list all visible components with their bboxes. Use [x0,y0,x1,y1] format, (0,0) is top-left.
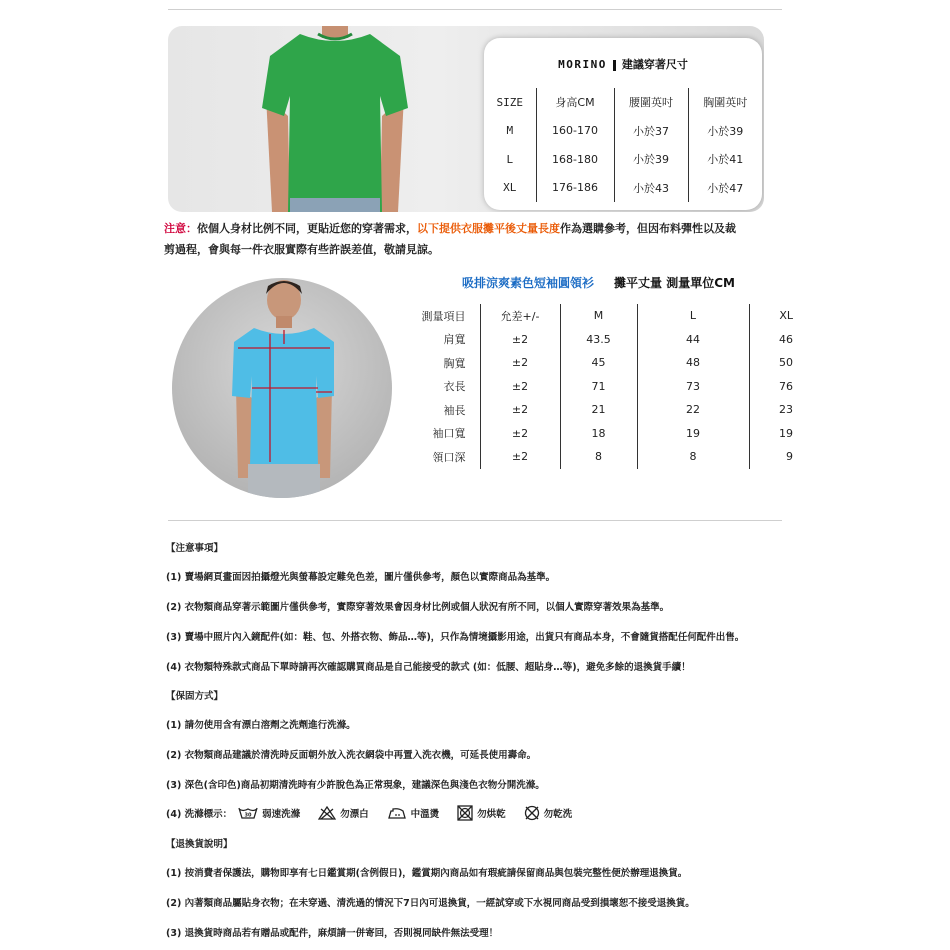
notice-label: 注意： [164,222,197,235]
measurement-cell: 45 [560,351,637,375]
note-item: (3) 賣場中照片內入鏡配件(如：鞋、包、外搭衣物、飾品…等)，只作為情境攝影用途，出貨只有商品本身，不會隨貨搭配任何配件出售。 [166,632,745,643]
size-cell: L [506,152,514,166]
notice-text: 作為選購參考，但因布料彈性以及裁 [560,222,736,235]
measurement-header-cell: 測量項目 [421,309,466,323]
care-symbols-row [166,805,586,821]
no-tumble-dry-icon [457,805,473,821]
measurement-row [404,328,809,352]
care-label: 勿漂白 [340,809,369,820]
care-label: 勿烘乾 [477,809,506,820]
measurement-row [404,375,809,399]
size-header-cell: SIZE [496,95,523,109]
measurement-header-cell: L [637,304,749,328]
notice-text: 依個人身材比例不同，更貼近您的穿著需求， [197,222,417,235]
measurement-cell: 胸寬 [443,356,466,370]
note-item: (1) 賣場網頁畫面因拍攝燈光與螢幕設定難免色差，圖片僅供參考，顏色以實際商品為基準。 [166,572,556,583]
size-cell: 176-186 [536,174,614,203]
care-item: (3) 深色(含印色)商品初期清洗時有少許脫色為正常現象，建議深色與淺色衣物分開洗滌。 [166,780,545,791]
measurement-cell: 43.5 [560,328,637,352]
brand-logo: MORINO [558,58,607,71]
measurement-header-row [404,304,809,328]
notes-heading: 【注意事項】 [166,543,224,554]
measurement-cell: ±2 [480,328,560,352]
measurement-row [404,445,809,469]
size-table [484,88,762,202]
no-bleach-icon [318,806,336,820]
measurement-cell: 領口深 [432,450,466,464]
measurement-cell: ±2 [480,351,560,375]
size-cell: XL [503,181,517,195]
notice-highlight: 以下提供衣服攤平後丈量長度 [417,222,560,235]
size-cell: 小於39 [688,117,762,146]
size-cell: 小於39 [614,145,688,174]
measurement-cell: 19 [637,422,749,446]
size-card-title [484,56,762,72]
size-table-row [484,145,762,174]
gentle-wash-icon [238,806,258,820]
measurement-cell: 71 [560,375,637,399]
measurement-cell: 22 [637,398,749,422]
size-banner [168,26,764,212]
measurement-cell: 8 [637,445,749,469]
measurement-cell: 48 [637,351,749,375]
notes-heading: 【保固方式】 [166,691,224,702]
measurement-cell: 21 [560,398,637,422]
measurement-cell: 50 [749,351,809,375]
measurement-cell: 袖長 [443,403,466,417]
measurement-cell: ±2 [480,398,560,422]
measurement-table [404,304,809,469]
size-card [484,38,762,210]
measurement-header-cell: XL [749,304,809,328]
return-item: (2) 內著類商品屬貼身衣物；在未穿過、清洗過的情況下7日內可退換貨，一經試穿或下水視同商品受到損壞恕不接受退換貨。 [166,898,695,909]
size-cell: 168-180 [536,145,614,174]
measurement-row [404,351,809,375]
size-table-row [484,174,762,203]
section-divider [168,520,782,521]
care-label: 弱速洗滌 [262,809,301,820]
medium-iron-icon [387,806,407,820]
size-card-heading: 建議穿著尺寸 [621,58,688,71]
blue-shirt-model-image [172,278,392,498]
size-cell: 小於43 [614,174,688,203]
size-table-header [484,88,762,117]
return-item: (3) 退換貨時商品若有贈品或配件，麻煩請一併寄回，否則視同缺件無法受理！ [166,928,499,939]
care-label: 勿乾洗 [543,809,573,820]
care-label: 中溫燙 [410,809,440,820]
size-cell: 160-170 [536,117,614,146]
size-cell: M [506,124,514,138]
top-divider [168,9,782,10]
measurement-cell: ±2 [480,445,560,469]
measurement-cell: ±2 [480,422,560,446]
measurement-header-cell: 允差+/- [480,304,560,328]
fit-notice [164,218,784,260]
return-item: (1) 按消費者保護法，購物即享有七日鑑賞期(含例假日)，鑑賞期內商品如有瑕疵請保留商品與包裝完整性便於辦理退換貨。 [166,868,688,879]
measurement-cell: ±2 [480,375,560,399]
care-item: (2) 衣物類商品建議於清洗時反面朝外放入洗衣網袋中再置入洗衣機，可延長使用壽命。 [166,750,537,761]
care-item: (4) 洗滌標示： [166,809,233,820]
measurement-row [404,422,809,446]
measurement-row [404,398,809,422]
note-item: (2) 衣物類商品穿著示範圖片僅供參考，實際穿著效果會因身材比例或個人狀況有所不同，以個人實際穿著效果為基準。 [166,602,670,613]
size-cell: 小於47 [688,174,762,203]
measurement-header-cell: M [560,304,637,328]
measurement-cell: 44 [637,328,749,352]
care-item: (1) 請勿使用含有漂白溶劑之洗劑進行洗滌。 [166,720,356,731]
measurement-cell: 肩寬 [443,333,466,347]
size-header-cell: 腰圍英吋 [614,88,688,117]
measurement-cell: 8 [560,445,637,469]
measurement-title [462,274,735,291]
size-header-cell: 胸圍英吋 [688,88,762,117]
measurement-cell: 46 [749,328,809,352]
size-cell: 小於41 [688,145,762,174]
measurement-unit-label: 攤平丈量 測量單位CM [614,276,735,290]
measurement-cell: 19 [749,422,809,446]
size-table-row [484,117,762,146]
size-header-cell: 身高CM [536,88,614,117]
measurement-cell: 73 [637,375,749,399]
measurement-cell: 9 [749,445,809,469]
green-shirt-model-image [260,26,410,212]
no-dry-clean-icon [524,805,540,821]
note-item: (4) 衣物類特殊款式商品下單時請再次確認購買商品是自己能接受的款式 (如：低腰、超貼身…等)，避免多餘的退換貨手續！ [166,662,691,673]
measurement-cell: 23 [749,398,809,422]
svg-text:30: 30 [244,812,252,819]
measurement-cell: 18 [560,422,637,446]
measurement-cell: 76 [749,375,809,399]
product-name: 吸排涼爽素色短袖圓領衫 [462,276,595,290]
notice-text: 剪過程，會與每一件衣服實際有些許誤差值，敬請見諒。 [164,243,439,256]
notes-heading: 【退換貨說明】 [166,839,233,850]
measure-diagram-icon [172,278,392,498]
measurement-cell: 衣長 [443,380,466,394]
measurement-cell: 袖口寬 [432,427,466,441]
size-cell: 小於37 [614,117,688,146]
